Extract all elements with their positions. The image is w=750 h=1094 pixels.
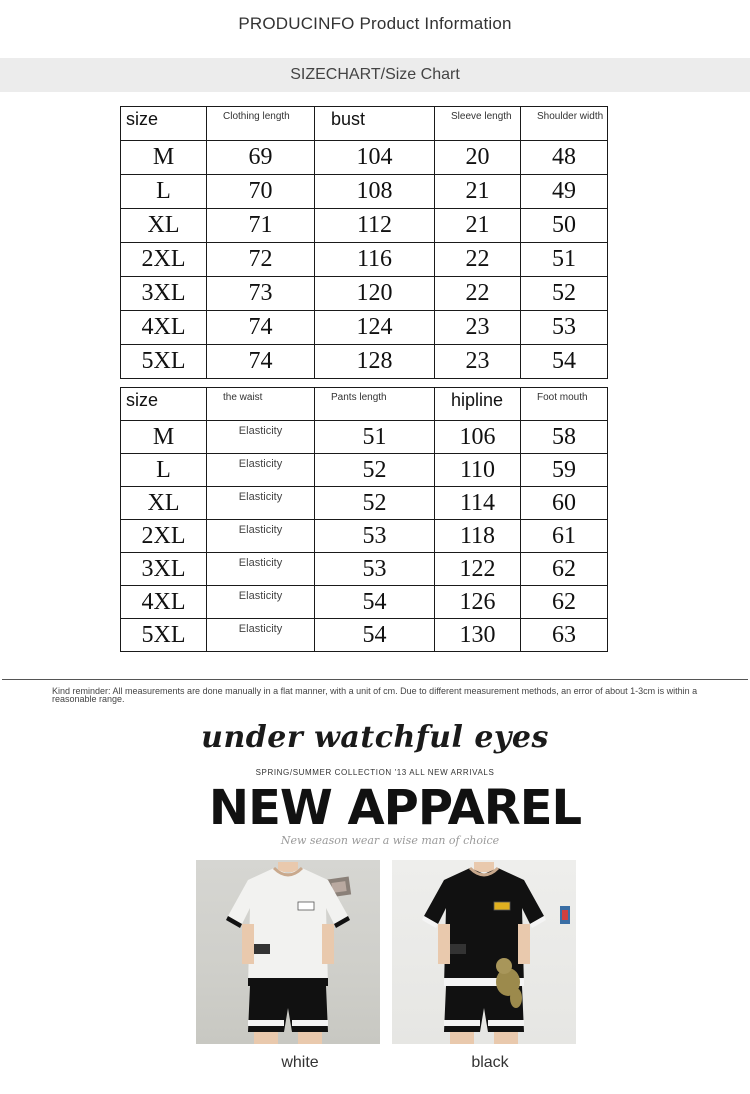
value-cell: 128 [315,345,435,379]
model-illustration [196,860,380,1044]
promo-script-heading: under watchful eyes [201,720,549,755]
value-cell: 74 [207,311,315,345]
value-cell: 118 [435,520,521,553]
size-cell: 5XL [121,345,207,379]
value-cell: Elasticity [207,487,315,520]
table-row [121,454,608,487]
table-row [121,553,608,586]
size-cell: 4XL [121,311,207,345]
measurement-reminder: Kind reminder: All measurements are done manually in a flat manner, with a unit of cm. Due to different measurement methods, an error of about 1-3cm is within a reasonable range. [52,686,698,704]
value-cell: 53 [315,520,435,553]
value-cell: 72 [207,243,315,277]
top-size-table [120,106,608,379]
value-cell: 106 [435,421,521,454]
table-row [121,243,608,277]
value-cell: 49 [521,175,608,209]
value-cell: 61 [521,520,608,553]
size-cell: 4XL [121,586,207,619]
table-row [121,277,608,311]
header-clothing-length: Clothing length [207,107,315,141]
value-cell: 108 [315,175,435,209]
value-cell: 130 [435,619,521,652]
value-cell: 53 [315,553,435,586]
header-waist: the waist [207,388,315,421]
value-cell: Elasticity [207,421,315,454]
value-cell: 54 [315,619,435,652]
value-cell: 22 [435,243,521,277]
value-cell: 54 [521,345,608,379]
value-cell: 62 [521,553,608,586]
table-row [121,345,608,379]
header-shoulder-width: Shoulder width [521,107,608,141]
size-chart-band [0,58,750,92]
value-cell: 23 [435,311,521,345]
value-cell: 52 [315,487,435,520]
value-cell: 52 [521,277,608,311]
table-row [121,487,608,520]
model-illustration [392,860,576,1044]
table-row [121,619,608,652]
size-cell: L [121,175,207,209]
value-cell: Elasticity [207,586,315,619]
value-cell: 70 [207,175,315,209]
promo-collection-line: SPRING/SUMMER COLLECTION '13 ALL NEW ARRIVALS [255,768,495,777]
table-header-row [121,107,608,141]
size-cell: L [121,454,207,487]
caption-black: black [471,1054,509,1071]
value-cell: 20 [435,141,521,175]
value-cell: 71 [207,209,315,243]
value-cell: Elasticity [207,619,315,652]
header-pants-length: Pants length [315,388,435,421]
header-foot-mouth: Foot mouth [521,388,608,421]
size-chart-title: SIZECHART/Size Chart [290,66,460,83]
size-cell: M [121,421,207,454]
size-cell: XL [121,487,207,520]
value-cell: 126 [435,586,521,619]
table-header-row [121,388,608,421]
header-size: size [121,107,207,141]
value-cell: 52 [315,454,435,487]
value-cell: 62 [521,586,608,619]
value-cell: 104 [315,141,435,175]
table-row [121,421,608,454]
value-cell: Elasticity [207,520,315,553]
value-cell: 110 [435,454,521,487]
value-cell: 53 [521,311,608,345]
size-cell: XL [121,209,207,243]
value-cell: Elasticity [207,553,315,586]
value-cell: 51 [315,421,435,454]
promo-headline: NEW APPAREL [208,780,582,836]
value-cell: 124 [315,311,435,345]
value-cell: 114 [435,487,521,520]
section-divider [2,679,748,680]
size-cell: M [121,141,207,175]
value-cell: 54 [315,586,435,619]
bottom-size-table [120,387,608,652]
header-hipline: hipline [435,388,521,421]
table-row [121,141,608,175]
value-cell: 74 [207,345,315,379]
header-bust: bust [315,107,435,141]
table-row [121,209,608,243]
product-photo-black [392,860,576,1044]
value-cell: Elasticity [207,454,315,487]
value-cell: 51 [521,243,608,277]
header-sleeve-length: Sleeve length [435,107,521,141]
promo-tagline: New season wear a wise man of choice [280,834,500,847]
product-photo-white [196,860,380,1044]
value-cell: 116 [315,243,435,277]
table-row [121,586,608,619]
header-size: size [121,388,207,421]
size-cell: 3XL [121,553,207,586]
value-cell: 59 [521,454,608,487]
value-cell: 48 [521,141,608,175]
table-row [121,311,608,345]
value-cell: 112 [315,209,435,243]
size-cell: 5XL [121,619,207,652]
table-row [121,520,608,553]
caption-white: white [281,1054,319,1071]
table-row [121,175,608,209]
value-cell: 21 [435,209,521,243]
value-cell: 73 [207,277,315,311]
value-cell: 60 [521,487,608,520]
value-cell: 63 [521,619,608,652]
value-cell: 23 [435,345,521,379]
page-title: PRODUCINFO Product Information [238,14,512,33]
value-cell: 120 [315,277,435,311]
value-cell: 22 [435,277,521,311]
size-cell: 2XL [121,243,207,277]
value-cell: 122 [435,553,521,586]
value-cell: 58 [521,421,608,454]
size-cell: 2XL [121,520,207,553]
size-cell: 3XL [121,277,207,311]
value-cell: 21 [435,175,521,209]
value-cell: 69 [207,141,315,175]
value-cell: 50 [521,209,608,243]
